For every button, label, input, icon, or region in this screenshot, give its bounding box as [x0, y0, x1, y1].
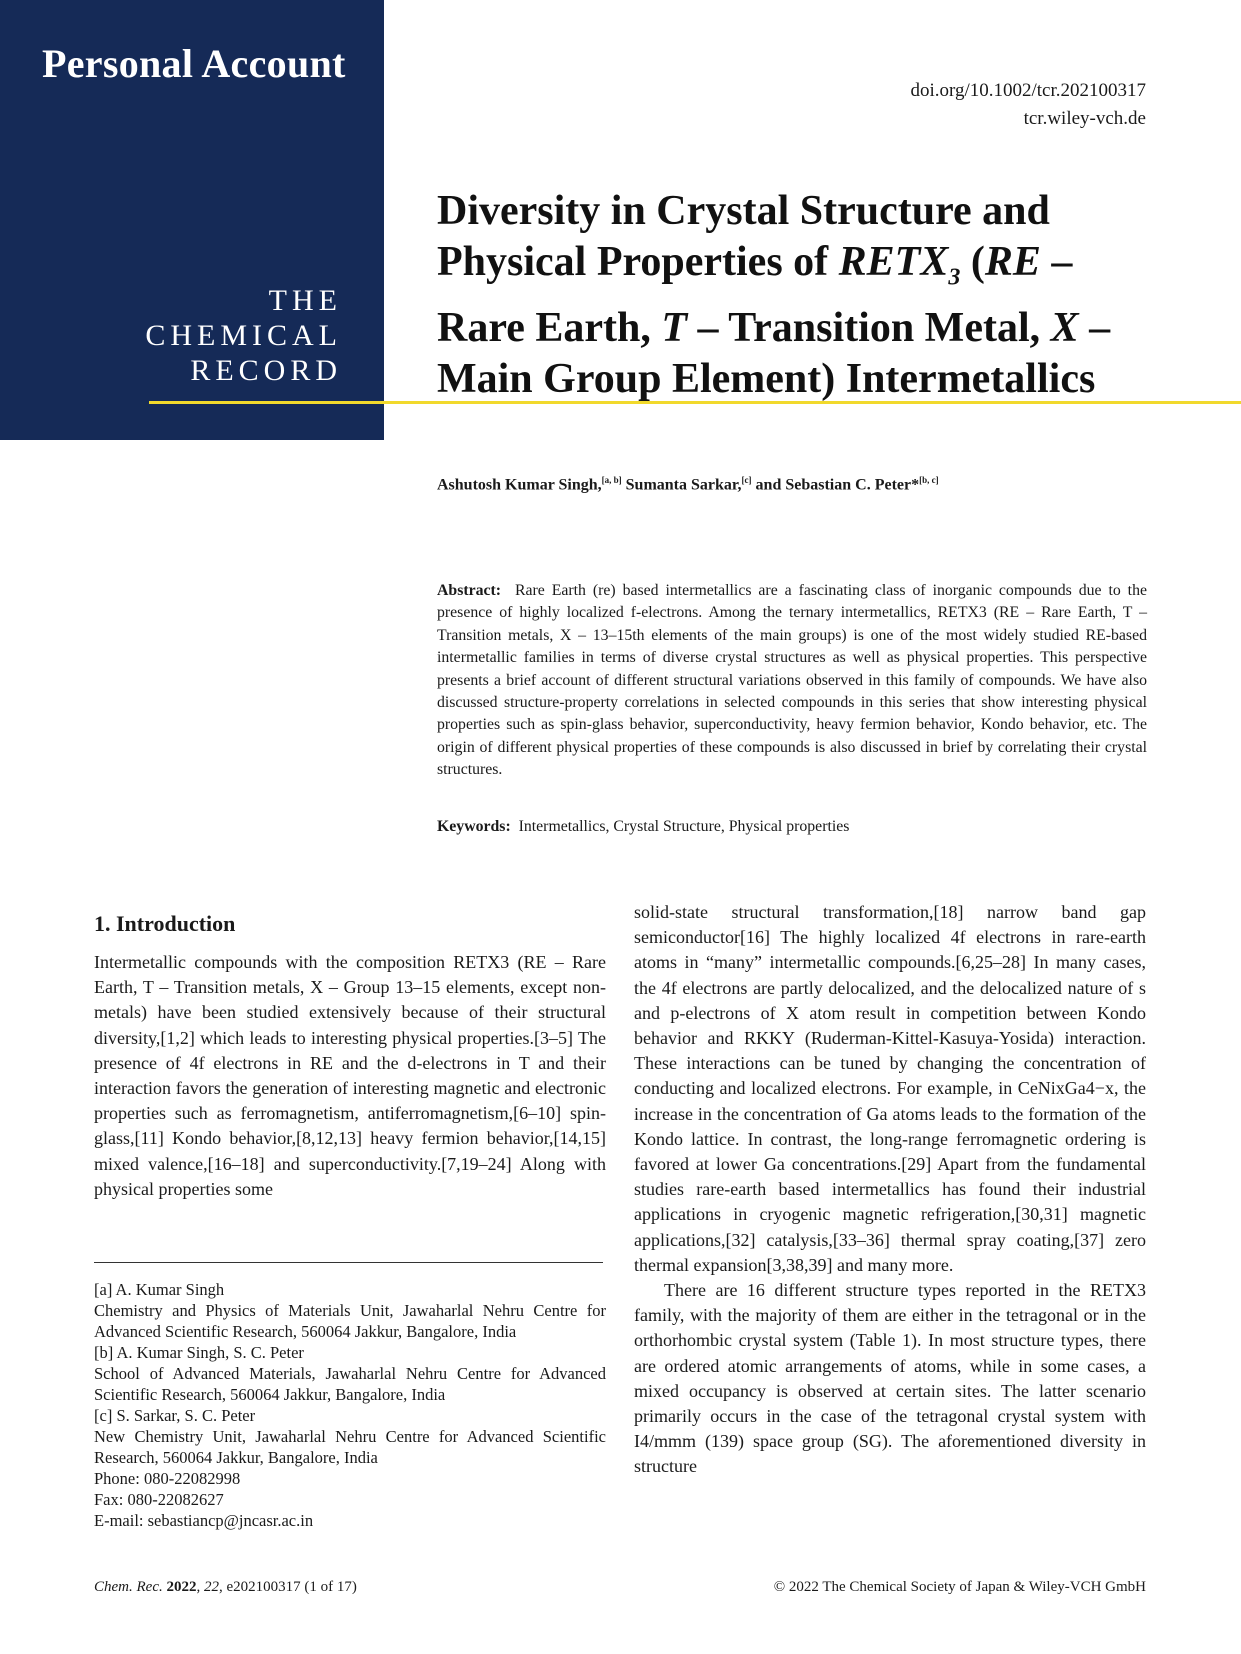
- author-affiliation-mark: [a, b]: [601, 475, 622, 485]
- author-list: [437, 475, 939, 494]
- intro-paragraph: solid-state structural transformation,[18] narrow band gap semiconductor[16] The highly localized 4f electrons in rare-earth atoms in “many” intermetallic compounds.[6,25–28] In many cases, the 4f electrons are partly delocalized, and the delocalized nature of s and p-electrons of X atom result in competition between Kondo behavior and RKKY (Ruderman-Kittel-Kasuya-Yosida) interaction. These interactions can be tuned by changing the concentration of conducting and localized electrons. For example, in CeNixGa4−x, the increase in the concentration of Ga atoms leads to the formation of the Kondo lattice. In contrast, the long-range ferromagnetic ordering is favored at lower Ga concentrations.[29] Apart from the fundamental studies rare-earth based intermetallics has found their industrial applications in cryogenic magnetic refrigeration,[30,31] magnetic applications,[32] catalysis,[33–36] thermal spray coating,[37] zero thermal expansion[3,38,39] and many more.: [634, 902, 1146, 1275]
- intro-paragraph: There are 16 different structure types reported in the RETX3 family, with the majority of them are either in the tetragonal or in the orthorhombic crystal system (Table 1). In most structure types, there are ordered atomic arrangements of atoms, while in some cases, a mixed occupancy is observed at certain sites. The latter scenario primarily occurs in the case of the tetragonal crystal system with I4/mmm (139) space group (SG). The aforementioned diversity in structure: [634, 1280, 1146, 1477]
- author-affiliation-mark: [b, c]: [919, 475, 939, 485]
- keywords-label: Keywords:: [437, 818, 511, 835]
- abstract: [437, 580, 1147, 782]
- keywords: [437, 818, 849, 836]
- section-label: Personal Account: [42, 41, 346, 86]
- journal-brand: [145, 283, 342, 388]
- footnote-line: [a] A. Kumar Singh: [94, 1280, 225, 1299]
- author-affiliation-mark: [c]: [741, 475, 752, 485]
- intro-right-column: [634, 900, 1146, 1480]
- doi-block: [910, 77, 1146, 133]
- footnote-line: Fax: 080-22082627: [94, 1490, 224, 1509]
- website-link[interactable]: tcr.wiley-vch.de: [1023, 108, 1146, 129]
- footnote-line: Phone: 080-22082998: [94, 1469, 241, 1488]
- header-banner: [0, 0, 384, 440]
- footnote-line: New Chemistry Unit, Jawaharlal Nehru Centre for Advanced Scientific Research, 560064 Jakkur, Bangalore, India: [94, 1427, 606, 1467]
- footnote-line: School of Advanced Materials, Jawaharlal Nehru Centre for Advanced Scientific Research, 560064 Jakkur, Bangalore, India: [94, 1364, 606, 1404]
- author-name: and Sebastian C. Peter*: [751, 476, 920, 494]
- abstract-label: Abstract:: [437, 582, 502, 599]
- keywords-text: Intermetallics, Crystal Structure, Physical properties: [518, 818, 850, 835]
- footnote-line: [b] A. Kumar Singh, S. C. Peter: [94, 1343, 304, 1362]
- journal-brand-line: RECORD: [190, 354, 342, 387]
- page-footer-citation: Chem. Rec. 2022, 22, e202100317 (1 of 17): [94, 1579, 357, 1595]
- article-title: Diversity in Crystal Structure and Physical Properties of $RETX_3$ (RE – Rare Earth, T – Transition Metal, X – Main Group Element) Intermetallics: [437, 188, 1111, 403]
- intro-left-column: [94, 950, 606, 1202]
- journal-brand-line: CHEMICAL: [145, 319, 342, 352]
- doi-link[interactable]: doi.org/10.1002/tcr.202100317: [910, 80, 1146, 101]
- email-link[interactable]: E-mail: sebastiancp@jncasr.ac.in: [94, 1511, 314, 1530]
- footnote-divider: [94, 1262, 603, 1263]
- page-footer-copyright: © 2022 The Chemical Society of Japan & Wiley-VCH GmbH: [773, 1579, 1146, 1595]
- abstract-text: Rare Earth (re) based intermetallics are a fascinating class of inorganic compounds due to the presence of highly localized f-electrons. Among the ternary intermetallics, RETX3 (RE – Rare Earth, T – Transition metals, X – 13–15th elements of the main groups) is one of the most widely studied RE-based intermetallic families in terms of diverse crystal structures as well as physical properties. This perspective presents a brief account of different structural variations observed in this family of compounds. We have also discussed structure-property correlations in selected compounds in this series that show interesting physical properties such as spin-glass behavior, superconductivity, heavy fermion behavior, Kondo behavior, etc. The origin of different physical properties of these compounds is also discussed in brief by correlating their crystal structures.: [437, 582, 1147, 779]
- footnote-line: Chemistry and Physics of Materials Unit, Jawaharlal Nehru Centre for Advanced Scientific Research, 560064 Jakkur, Bangalore, India: [94, 1301, 606, 1341]
- intro-paragraph: Intermetallic compounds with the composition RETX3 (RE – Rare Earth, T – Transition metals, X – Group 13–15 elements, except non-metals) have been studied extensively because of their structural diversity,[1,2] which leads to interesting physical properties.[3–5] The presence of 4f electrons in RE and the d-electrons in T and their interaction favors the generation of interesting magnetic and electronic properties such as ferromagnetism, antiferromagnetism,[6–10] spin-glass,[11] Kondo behavior,[8,12,13] heavy fermion behavior,[14,15] mixed valence,[16–18] and superconductivity.[7,19–24] Along with physical properties some: [94, 952, 606, 1199]
- author-name: Ashutosh Kumar Singh,: [437, 476, 602, 494]
- section-heading: 1. Introduction: [94, 911, 236, 936]
- footnote-line: [c] S. Sarkar, S. C. Peter: [94, 1406, 256, 1425]
- affiliation-footnotes: [94, 1279, 606, 1531]
- author-name: Sumanta Sarkar,: [621, 476, 742, 494]
- journal-brand-line: THE: [268, 284, 342, 317]
